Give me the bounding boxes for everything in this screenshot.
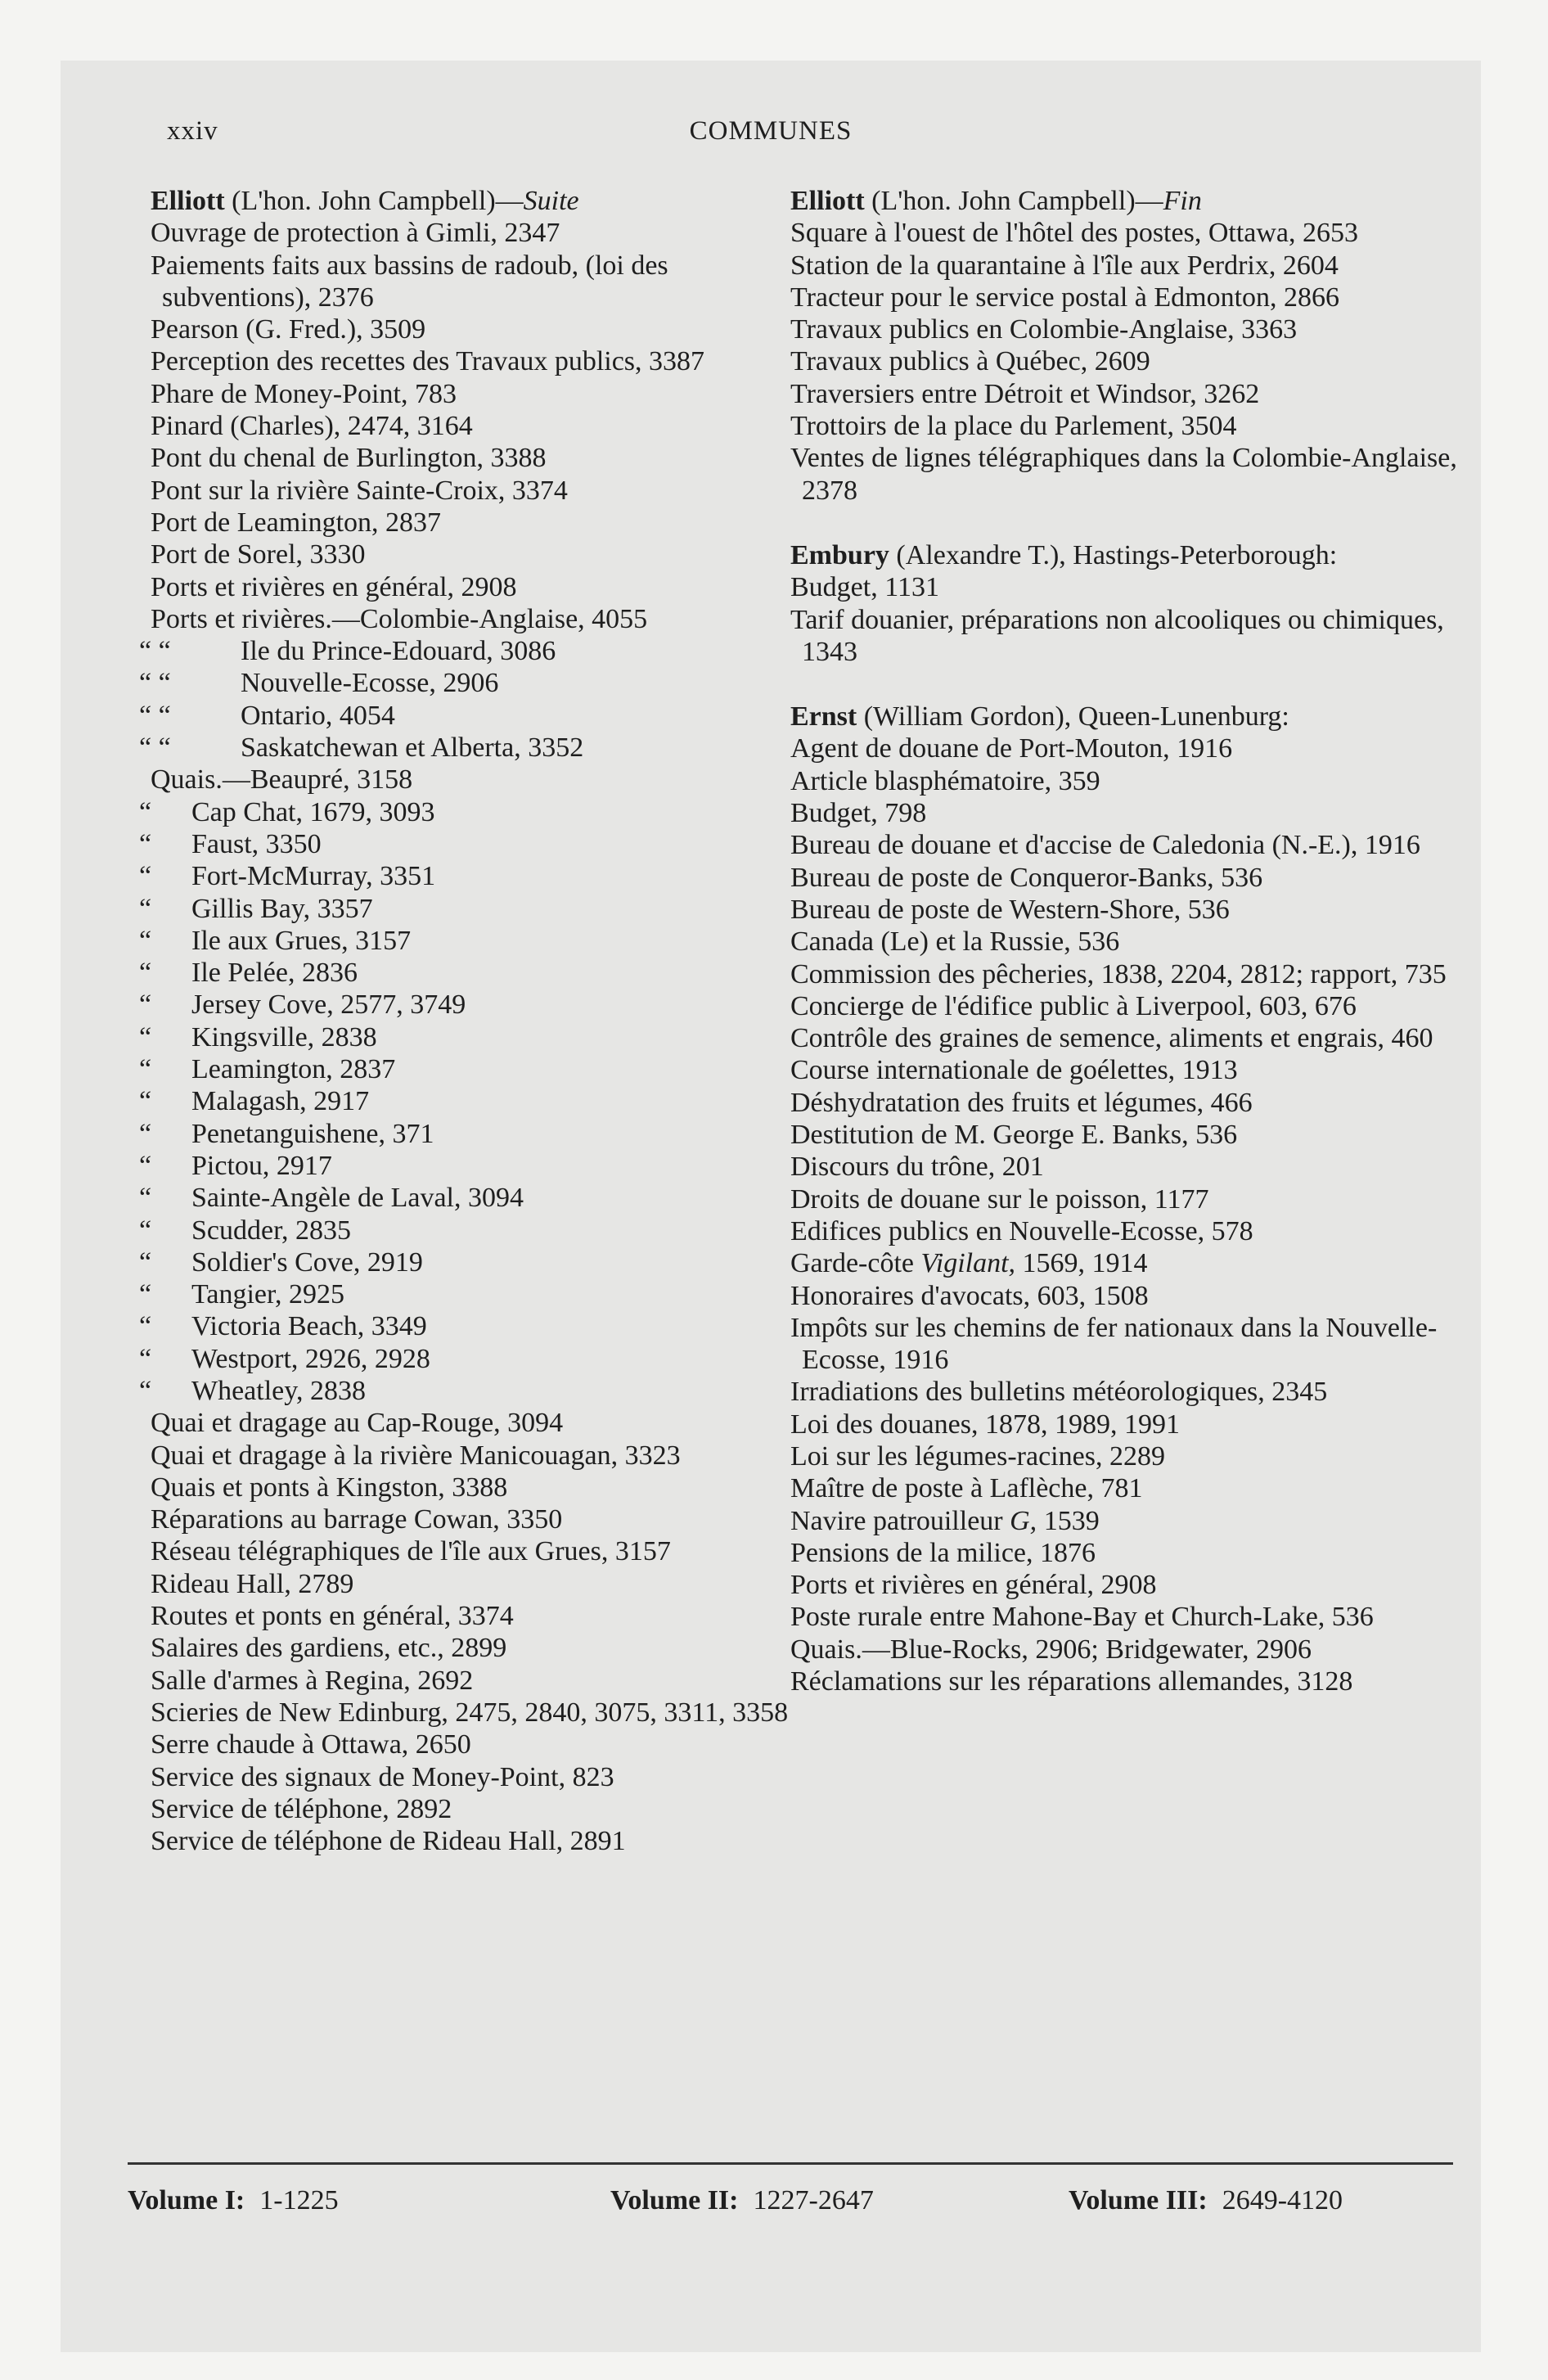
right-column (790, 185, 1478, 1697)
subentry: Travaux publics à Québec, 2609 (790, 346, 1150, 377)
subentry: Quai et dragage au Cap-Rouge, 3094 (151, 1408, 564, 1439)
ditto-subentry (139, 957, 805, 989)
subentry: Square à l'ouest de l'hôtel des postes, Ottawa, 2653 (790, 218, 1358, 249)
entry-suffix: Fin (1163, 186, 1202, 216)
subentry: Station de la quarantaine à l'île aux Perdrix, 2604 (790, 250, 1339, 281)
subentry: Irradiations des bulletins météorologiques, 2345 (790, 1377, 1328, 1408)
entry-name: Embury (790, 539, 889, 570)
subentry: Réparations au barrage Cowan, 3350 (151, 1504, 563, 1535)
subentry-text: Soldier's Cove, 2919 (191, 1246, 423, 1278)
subentry: Salaires des gardiens, etc., 2899 (151, 1633, 507, 1664)
subentry: Pearson (G. Fred.), 3509 (151, 314, 426, 345)
subentry-text: Pictou, 2917 (191, 1150, 332, 1181)
subentry: Ouvrage de protection à Gimli, 2347 (151, 218, 560, 249)
volume-3 (1069, 2185, 1343, 2216)
subentry: Salle d'armes à Regina, 2692 (151, 1665, 474, 1696)
subentry-text: Ile aux Grues, 3157 (191, 925, 412, 956)
page-number: xxiv (167, 116, 218, 146)
subentry-text: 1539 (1043, 1505, 1100, 1536)
ditto-mark: “ (139, 1375, 152, 1406)
subentry: Pont sur la rivière Sainte-Croix, 3374 (151, 475, 568, 506)
subentry: Loi sur les légumes-racines, 2289 (790, 1440, 1165, 1472)
subentry: Course internationale de goélettes, 1913 (790, 1055, 1238, 1086)
subentry: Quais.—Beaupré, 3158 (151, 764, 413, 796)
ditto-subentry (139, 1278, 805, 1310)
subentry-text: Wheatley, 2838 (191, 1375, 367, 1406)
ditto-mark: “ (139, 1279, 152, 1310)
subentry-text: Ontario, 4054 (241, 700, 395, 731)
ditto-mark: “ (139, 989, 152, 1021)
entry-descriptor: (L'hon. John Campbell)— (871, 186, 1163, 216)
subentry-text: Scudder, 2835 (191, 1215, 352, 1246)
footer-rule (128, 2162, 1453, 2165)
subentry: Paiements faits aux bassins de radoub, (loi des subventions), 2376 (151, 250, 668, 313)
entry-descriptor: (William Gordon), Queen-Lunenburg: (863, 701, 1289, 732)
running-title: COMMUNES (689, 116, 853, 146)
subentry: Quai et dragage à la rivière Manicouagan, 3323 (151, 1440, 681, 1471)
subentry: Droits de douane sur le poisson, 1177 (790, 1183, 1209, 1215)
subentry: Déshydratation des fruits et légumes, 466 (790, 1087, 1253, 1118)
subentry: Bureau de poste de Western-Shore, 536 (790, 894, 1230, 925)
subentry: Quais et ponts à Kingston, 3388 (151, 1472, 508, 1503)
ditto-subentry (139, 989, 805, 1021)
subentry-text: Gillis Bay, 3357 (191, 893, 373, 924)
ditto-subentry (139, 1310, 805, 1342)
subentry: Contrôle des graines de semence, aliments et engrais, 460 (790, 1023, 1433, 1054)
subentry: Discours du trône, 201 (790, 1152, 1044, 1183)
ditto-subentry (139, 732, 805, 764)
entry-name: Elliott (151, 186, 225, 216)
subentry: Trottoirs de la place du Parlement, 3504 (790, 411, 1237, 442)
subentry: Port de Leamington, 2837 (151, 507, 442, 538)
subentry-text: Leamington, 2837 (191, 1054, 396, 1085)
entry-name: Ernst (790, 701, 857, 732)
ship-name: G, (1010, 1505, 1037, 1536)
subentry: Ports et rivières.—Colombie-Anglaise, 4055 (151, 603, 648, 634)
ditto-subentry (139, 1215, 805, 1246)
subentry: Service des signaux de Money-Point, 823 (151, 1761, 614, 1792)
ditto-mark: “ (139, 796, 152, 827)
subentry: Bureau de douane et d'accise de Caledonia (N.-E.), 1916 (790, 830, 1420, 861)
subentry: Travaux publics en Colombie-Anglaise, 3363 (790, 314, 1298, 345)
subentry-text: Garde-côte (790, 1248, 915, 1279)
left-column (139, 185, 805, 1857)
entry-descriptor: (Alexandre T.), Hastings-Peterborough: (896, 539, 1338, 570)
subentry: Réclamations sur les réparations allemandes, 3128 (790, 1666, 1353, 1697)
subentry: Rideau Hall, 2789 (151, 1568, 354, 1599)
subentry: Service de téléphone, 2892 (151, 1793, 452, 1824)
ditto-mark: “ (139, 1343, 152, 1374)
subentry: Bureau de poste de Conqueror-Banks, 536 (790, 862, 1263, 893)
ditto-subentry (139, 1021, 805, 1053)
ditto-subentry (139, 1246, 805, 1278)
subentry: Pont du chenal de Burlington, 3388 (151, 443, 547, 474)
subentry: Honoraires d'avocats, 603, 1508 (790, 1280, 1149, 1311)
subentry-text: Ile du Prince-Edouard, 3086 (241, 636, 556, 667)
subentry-text: 1569, 1914 (1022, 1248, 1148, 1279)
ditto-mark: “ “ (139, 732, 171, 764)
subentry-text: Cap Chat, 1679, 3093 (191, 796, 435, 827)
subentry: Service de téléphone de Rideau Hall, 2891 (151, 1826, 626, 1857)
ditto-mark: “ (139, 1021, 152, 1053)
ditto-subentry (139, 1150, 805, 1182)
volume-3-label: Volume III: (1069, 2185, 1208, 2215)
subentry-text: Ile Pelée, 2836 (191, 958, 358, 989)
subentry-text: Navire patrouilleur (790, 1505, 1003, 1536)
ditto-mark: “ (139, 925, 152, 956)
ditto-subentry (139, 796, 805, 828)
subentry: Poste rurale entre Mahone-Bay et Church-Lake, 536 (790, 1602, 1374, 1633)
volume-2-label: Volume II: (610, 2185, 739, 2215)
volume-1-range: 1-1225 (259, 2185, 339, 2215)
subentry-text: Fort-McMurray, 3351 (191, 861, 436, 892)
ditto-subentry (139, 1375, 805, 1407)
subentry: Edifices publics en Nouvelle-Ecosse, 578 (790, 1215, 1253, 1246)
ditto-mark: “ (139, 1118, 152, 1149)
subentry: Pensions de la milice, 1876 (790, 1537, 1096, 1568)
subentry: Destitution de M. George E. Banks, 536 (790, 1120, 1238, 1151)
ditto-mark: “ (139, 1246, 152, 1278)
ditto-mark: “ (139, 828, 152, 859)
ditto-mark: “ (139, 893, 152, 924)
ditto-mark: “ (139, 958, 152, 989)
volume-3-range: 2649-4120 (1222, 2185, 1343, 2215)
ditto-subentry (139, 1118, 805, 1150)
ditto-subentry (139, 828, 805, 860)
ditto-mark: “ (139, 1150, 152, 1181)
entry-heading (790, 539, 1478, 571)
ditto-subentry (139, 1343, 805, 1375)
ditto-mark: “ (139, 861, 152, 892)
ditto-mark: “ “ (139, 700, 171, 731)
subentry-text: Jersey Cove, 2577, 3749 (191, 989, 466, 1021)
subentry: Agent de douane de Port-Mouton, 1916 (790, 733, 1233, 764)
subentry-text: Tangier, 2925 (191, 1279, 344, 1310)
ditto-subentry (139, 1085, 805, 1117)
subentry-text: Sainte-Angèle de Laval, 3094 (191, 1183, 524, 1214)
subentry-text: Westport, 2926, 2928 (191, 1343, 430, 1374)
subentry-text: Victoria Beach, 3349 (191, 1311, 427, 1342)
subentry: Commission des pêcheries, 1838, 2204, 2812; rapport, 735 (790, 958, 1447, 989)
ditto-mark: “ (139, 1183, 152, 1214)
subentry: Réseau télégraphiques de l'île aux Grues, 3157 (151, 1536, 671, 1567)
subentry: Loi des douanes, 1878, 1989, 1991 (790, 1409, 1180, 1440)
ship-name: Vigilant, (920, 1248, 1016, 1279)
subentry: Budget, 1131 (790, 572, 939, 603)
subentry: Phare de Money-Point, 783 (151, 378, 457, 409)
subentry: Ports et rivières en général, 2908 (790, 1570, 1157, 1601)
subentry: Pinard (Charles), 2474, 3164 (151, 411, 473, 442)
entry-heading (790, 185, 1478, 217)
volume-2-range: 1227-2647 (753, 2185, 874, 2215)
subentry-text: Malagash, 2917 (191, 1086, 370, 1117)
subentry-text: Kingsville, 2838 (191, 1021, 377, 1053)
entry-descriptor: (L'hon. John Campbell)— (232, 186, 524, 216)
subentry: Article blasphématoire, 359 (790, 765, 1100, 796)
subentry: Traversiers entre Détroit et Windsor, 3262 (790, 378, 1260, 409)
subentry: Scieries de New Edinburg, 2475, 2840, 3075, 3311, 3358 (151, 1697, 789, 1728)
subentry: Tracteur pour le service postal à Edmonton, 2866 (790, 282, 1340, 313)
ditto-subentry (139, 925, 805, 957)
subentry: Perception des recettes des Travaux publics, 3387 (151, 346, 705, 377)
ditto-subentry (139, 1053, 805, 1085)
ditto-mark: “ “ (139, 636, 171, 667)
subentry: Serre chaude à Ottawa, 2650 (151, 1729, 471, 1760)
subentry: Impôts sur les chemins de fer nationaux dans la Nouvelle-Ecosse, 1916 (790, 1312, 1438, 1376)
ditto-subentry (139, 1182, 805, 1214)
subentry: Maître de poste à Laflèche, 781 (790, 1473, 1143, 1504)
subentry: Ventes de lignes télégraphiques dans la Colombie-Anglaise, 2378 (790, 443, 1457, 506)
volume-1 (128, 2185, 339, 2216)
subentry: Ports et rivières en général, 2908 (151, 571, 517, 602)
subentry (790, 1505, 1478, 1537)
subentry: Port de Sorel, 3330 (151, 539, 366, 570)
subentry: Canada (Le) et la Russie, 536 (790, 926, 1120, 958)
subentry: Budget, 798 (790, 798, 927, 829)
ditto-mark: “ (139, 1054, 152, 1085)
subentry-text: Nouvelle-Ecosse, 2906 (241, 668, 499, 699)
ditto-subentry (139, 893, 805, 925)
ditto-mark: “ (139, 1086, 152, 1117)
volume-2 (610, 2185, 874, 2216)
subentry: Quais.—Blue-Rocks, 2906; Bridgewater, 2906 (790, 1634, 1312, 1665)
subentry-text: Penetanguishene, 371 (191, 1118, 434, 1149)
ditto-subentry (139, 860, 805, 892)
entry-suffix: Suite (523, 186, 579, 216)
subentry: Concierge de l'édifice public à Liverpool, 603, 676 (790, 990, 1357, 1021)
subentry: Routes et ponts en général, 3374 (151, 1601, 514, 1632)
subentry-text: Faust, 3350 (191, 828, 322, 859)
ditto-mark: “ (139, 1215, 152, 1246)
ditto-subentry (139, 635, 805, 667)
ditto-subentry (139, 667, 805, 699)
page (61, 61, 1481, 2352)
ditto-mark: “ (139, 1311, 152, 1342)
subentry-text: Saskatchewan et Alberta, 3352 (241, 732, 584, 764)
entry-name: Elliott (790, 186, 865, 216)
ditto-subentry (139, 700, 805, 732)
entry-heading (151, 185, 805, 217)
entry-heading (790, 701, 1478, 732)
volume-1-label: Volume I: (128, 2185, 245, 2215)
subentry (790, 1247, 1478, 1279)
subentry: Tarif douanier, préparations non alcooliques ou chimiques, 1343 (790, 604, 1444, 667)
ditto-mark: “ “ (139, 668, 171, 699)
